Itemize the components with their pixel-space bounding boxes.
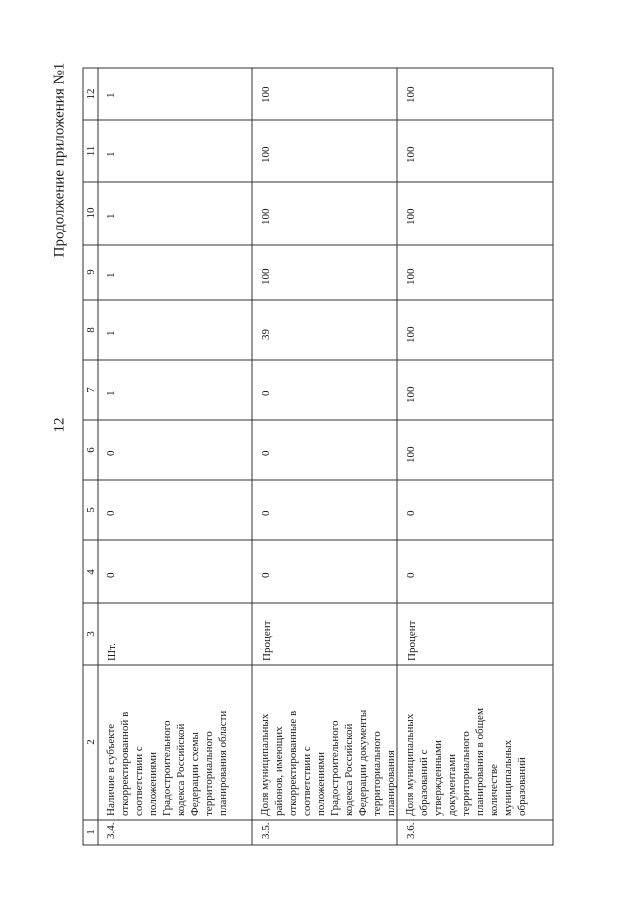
row-3-6-unit: Процент [406,620,418,661]
col-header-10: 10 [85,207,97,219]
col-header-3: 3 [85,631,97,637]
row-3-6-col-11: 100 [405,146,417,163]
row-3-6-col-9: 100 [405,268,417,285]
row-3-4-col-9: 1 [105,272,117,278]
col-header-11: 11 [85,145,97,157]
row-3-4-col-4: 0 [105,572,117,578]
row-3-4-col-11: 1 [105,151,117,157]
row-3-5-col-7: 0 [260,390,272,396]
row-3-5-unit: Процент [261,620,273,661]
col-header-5: 5 [85,507,97,513]
page-number: 12 [51,417,68,433]
row-3-5-col-9: 100 [260,268,272,285]
col-header-6: 6 [85,447,97,453]
continuation-heading: Продолжение приложения №1 [51,62,68,258]
row-3-5-col-10: 100 [260,208,272,225]
row-3-5-col-8: 39 [260,329,272,340]
row-3-4-col-6: 0 [105,450,117,456]
row-3-4-col-12: 1 [105,92,117,98]
row-3-6-col-12: 100 [405,86,417,103]
row-3-5-name: Доля муниципальных районов, имеющих откорректированные в соответствии с положениями Градостроительного кодекса Российской Федерации документы территориального планирования [259,709,397,816]
row-3-4-col-8: 1 [105,330,117,336]
col-header-1: 1 [85,829,97,835]
col-header-2: 2 [85,739,97,745]
row-3-4-col-10: 1 [105,213,117,219]
col-header-9: 9 [85,269,97,275]
row-3-4-col-7: 1 [105,390,117,396]
row-3-5-col-4: 0 [260,572,272,578]
row-3-5-col-6: 0 [260,450,272,456]
row-3-6-col-6: 100 [405,446,417,463]
row-3-6-col-5: 0 [405,510,417,516]
row-3-6-col-4: 0 [405,572,417,578]
row-3-6-col-7: 100 [405,386,417,403]
row-3-5-number: 3.5. [260,822,272,839]
row-3-5-col-5: 0 [260,510,272,516]
row-3-4-col-5: 0 [105,510,117,516]
row-3-6-col-10: 100 [405,208,417,225]
row-3-4-name: Наличие в субъекте откорректированной в соответствии с положениями Градостроительного кодекса Российской Федерации схемы территориального планирования области [105,710,229,816]
col-header-8: 8 [85,327,97,333]
row-3-5-col-12: 100 [260,86,272,103]
row-3-6-number: 3.6. [405,822,417,839]
col-header-7: 7 [85,387,97,393]
row-3-6-col-8: 100 [405,326,417,343]
col-header-4: 4 [85,569,97,575]
col-header-12: 12 [85,88,97,100]
row-3-5-col-11: 100 [260,146,272,163]
row-3-4-number: 3.4. [105,822,117,839]
row-3-4-unit: Шт. [106,643,118,661]
row-3-6-name: Доля муниципальных образований с утвержденными документами территориального планирования в общем количестве муниципальных образований [404,708,528,816]
